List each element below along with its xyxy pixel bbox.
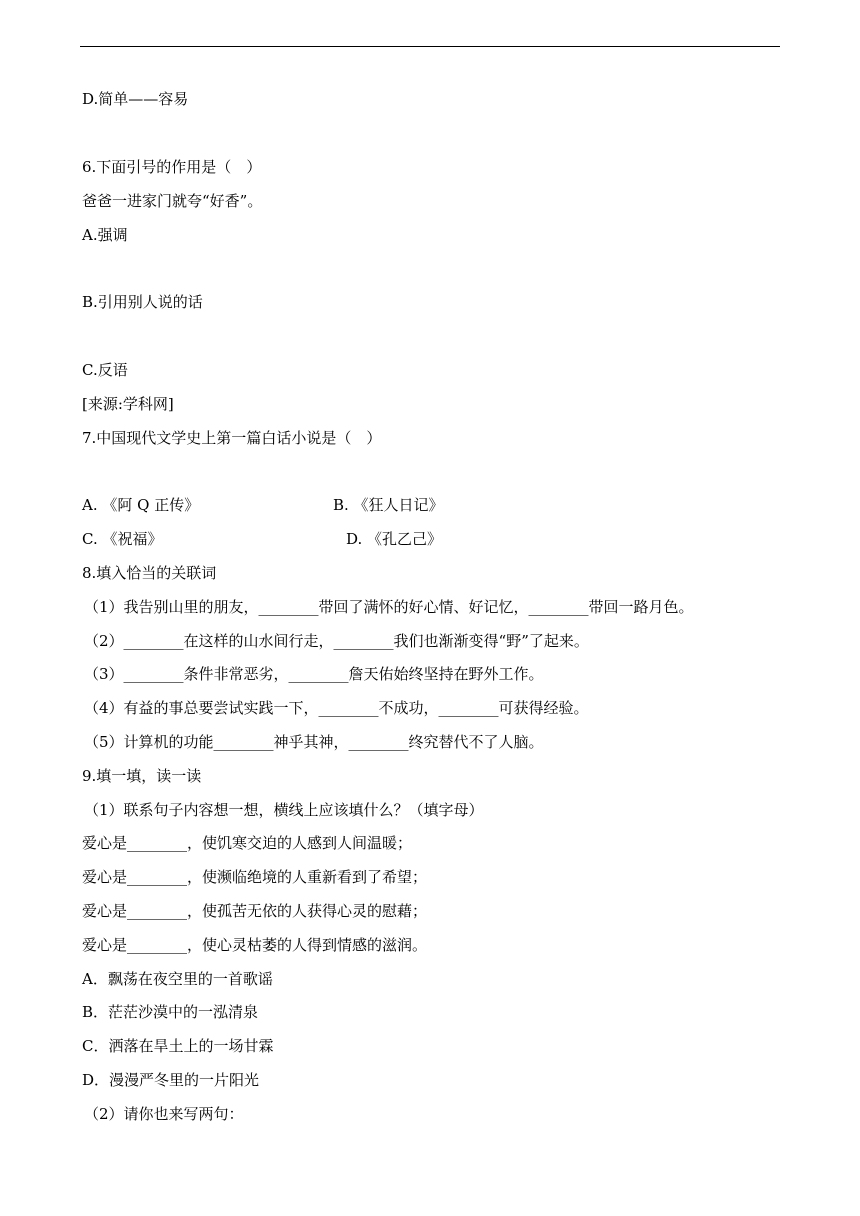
q6-option-b: B.引用别人说的话 xyxy=(82,293,203,311)
q7-stem: 7.中国现代文学史上第一篇白话小说是（ ） xyxy=(82,429,382,447)
q9-part-2: （2）请你也来写两句： xyxy=(84,1105,244,1123)
source-note: [来源:学科网] xyxy=(82,395,174,413)
q8-item-2: （2）________在这样的山水间行走，________我们也渐渐变得“野”了起来。 xyxy=(84,632,589,650)
q8-item-4: （4）有益的事总要尝试实践一下，________不成功，________可获得经验。 xyxy=(84,699,589,717)
q5-option-d: D.简单——容易 xyxy=(82,90,189,108)
header-rule xyxy=(80,46,780,47)
q9-sentence-1: 爱心是________，使饥寒交迫的人感到人间温暖； xyxy=(82,834,413,852)
q9-stem: 9.填一填，读一读 xyxy=(82,767,202,785)
q8-item-1: （1）我告别山里的朋友，________带回了满怀的好心情、好记忆，________带回一路月色。 xyxy=(84,598,694,616)
q6-sentence: 爸爸一进家门就夸“好香”。 xyxy=(82,192,263,210)
q6-stem: 6.下面引号的作用是（ ） xyxy=(82,158,262,176)
q9-sentence-3: 爱心是________，使孤苦无依的人获得心灵的慰藉； xyxy=(82,902,428,920)
q7-option-b: B. 《狂人日记》 xyxy=(333,496,444,514)
q9-sentence-4: 爱心是________，使心灵枯萎的人得到情感的滋润。 xyxy=(82,936,428,954)
q9-choice-d: D．漫漫严冬里的一片阳光 xyxy=(82,1071,260,1089)
q9-choice-c: C．洒落在旱土上的一场甘霖 xyxy=(82,1037,274,1055)
q9-choice-b: B．茫茫沙漠中的一泓清泉 xyxy=(82,1003,259,1021)
q7-option-d: D. 《孔乙己》 xyxy=(346,530,443,548)
q7-option-a: A. 《阿 Q 正传》 xyxy=(82,496,200,514)
q9-choice-a: A．飘荡在夜空里的一首歌谣 xyxy=(82,970,273,988)
q9-sentence-2: 爱心是________，使濒临绝境的人重新看到了希望； xyxy=(82,868,428,886)
q6-option-c: C.反语 xyxy=(82,361,128,379)
q6-option-a: A.强调 xyxy=(82,226,128,244)
q8-stem: 8.填入恰当的关联词 xyxy=(82,564,217,582)
q8-item-5: （5）计算机的功能________神乎其神，________终究替代不了人脑。 xyxy=(84,733,544,751)
q7-option-c: C. 《祝福》 xyxy=(82,530,163,548)
q9-part-1: （1）联系句子内容想一想，横线上应该填什么？（填字母） xyxy=(84,801,484,819)
q8-item-3: （3）________条件非常恶劣，________詹天佑始终坚持在野外工作。 xyxy=(84,665,544,683)
